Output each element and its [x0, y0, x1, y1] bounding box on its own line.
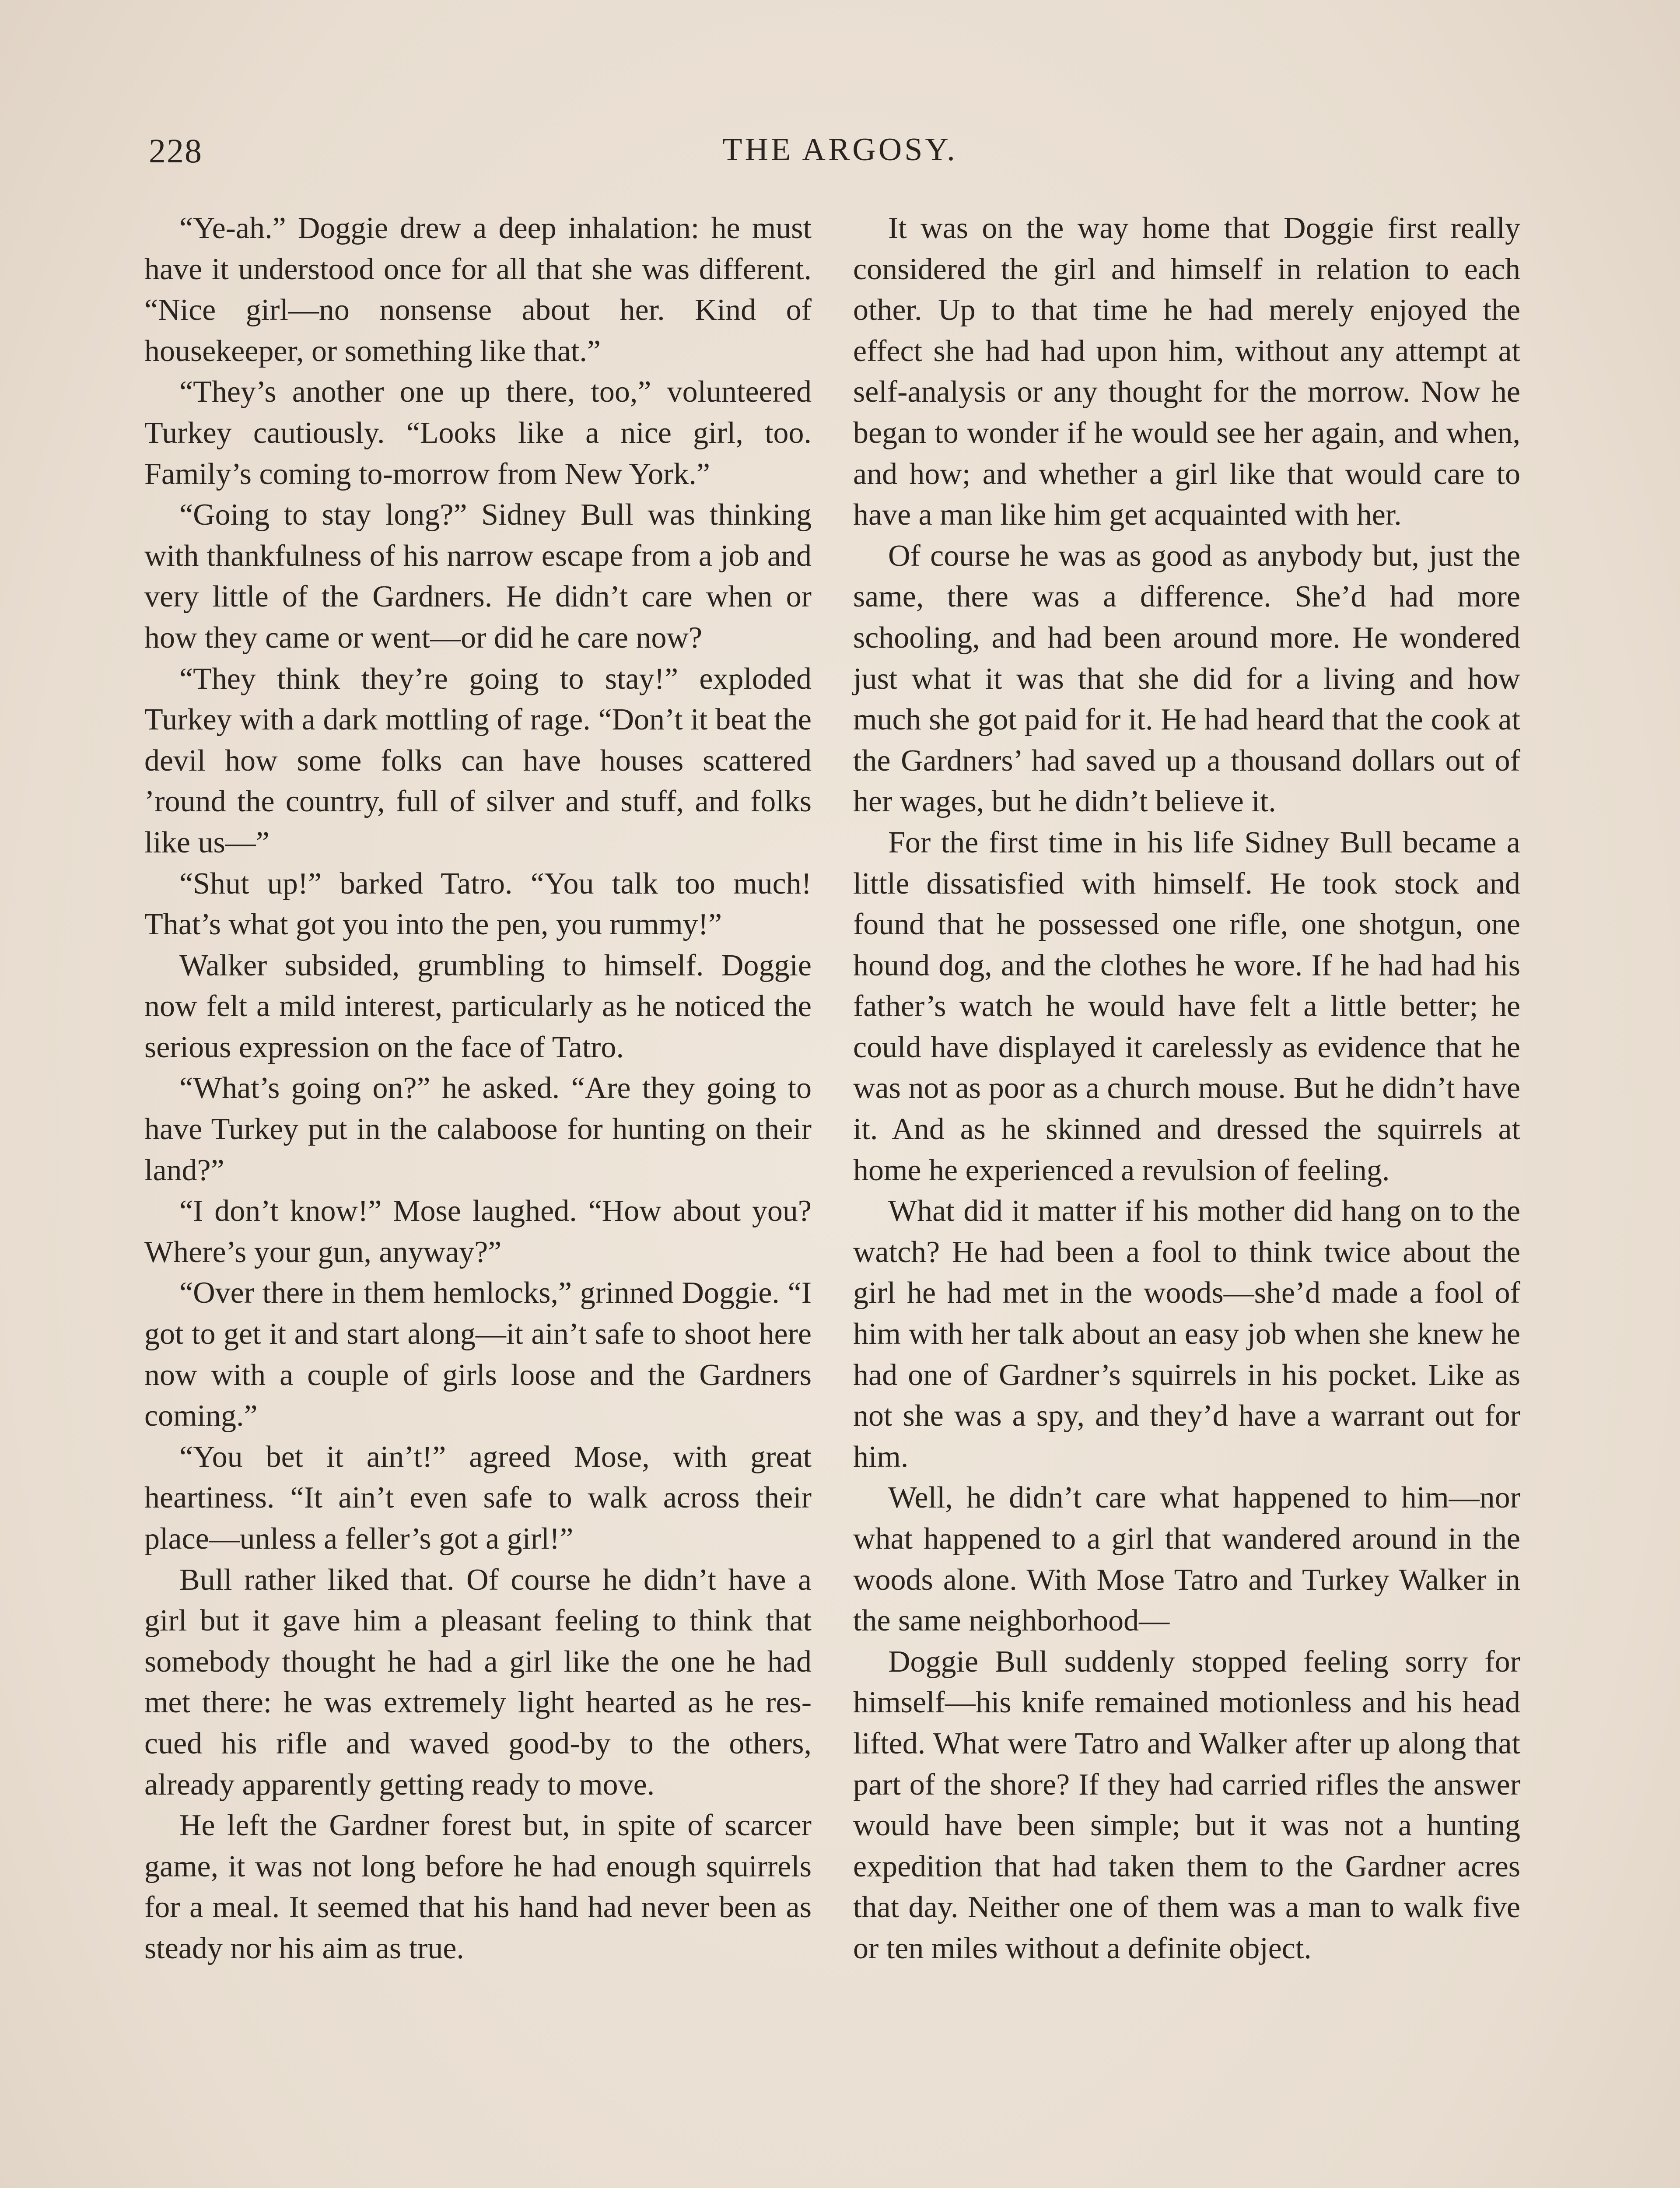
paragraph: What did it matter if his mother did hang on to the watch? He had been a fool to think twice about the girl he had met in the woods—she’d made a fool of him with her talk about an easy job when she knew he had one of Gardner’s squirrels in his pocket. Like as not she was a spy, and they’d have a warrant out for him. [853, 1194, 1520, 1474]
paragraph: Walker subsided, grumbling to himself. Doggie now felt a mild interest, particularly as he noticed the serious expression on the face of Tatro. [144, 948, 812, 1064]
paragraph: It was on the way home that Doggie first really considered the girl and himself in relation to each other. Up to that time he had merely enjoyed the effect she had had upon him, without any attempt at self-analysis or any thought for the morrow. Now he began to wonder if he would see her again, and when, and how; and whether a girl like that would care to have a man like him get acquainted with her. [853, 211, 1520, 532]
paragraph: Bull rather liked that. Of course he didn’t have a girl but it gave him a pleasant feeling to think that somebody thought he had a girl like the one he had met there: he was extremely light hearted as he rescued his rifle and waved good-by to the others, already apparently getting ready to move. [144, 1563, 812, 1802]
paragraph: “What’s going on?” he asked. “Are they going to have Turkey put in the calaboose for hunting on their land?” [144, 1071, 812, 1187]
paragraph: Of course he was as good as anybody but, just the same, there was a difference. She’d had more schooling, and had been around more. He wondered just what it was that she did for a living and how much she got paid for it. He had heard that the cook at the Gardners’ had saved up a thousand dollars out of her wages, but he didn’t believe it. [853, 539, 1520, 819]
paragraph: “Shut up!” barked Tatro. “You talk too much! That’s what got you into the pen, you rummy!” [144, 866, 812, 942]
paragraph: “Over there in them hemlocks,” grinned Doggie. “I got to get it and start along—it ain’t safe to shoot here now with a couple of girls loose and the Gardners coming.” [144, 1276, 812, 1433]
paragraph: “They think they’re going to stay!” exploded Turkey with a dark mottling of rage. “Don’t it beat the devil how some folks can have houses scattered ’round the country, full of silver and stuff, and folks like us—” [144, 662, 812, 859]
paragraph: Well, he didn’t care what happened to him—nor what happened to a girl that wandered around in the woods alone. With Mose Tatro and Turkey Walker in the same neighborhood— [853, 1481, 1520, 1638]
paragraph: Doggie Bull suddenly stopped feeling sorry for himself—his knife remained motionless and his head lifted. What were Tatro and Walker after up along that part of the shore? If they had carried rifles the answer would have been simple; but it was not a hunting expedition that had taken them to the Gardner acres that day. Neither one of them was a man to walk five or ten miles without a definite object. [853, 1645, 1520, 1965]
page-header [149, 131, 1531, 184]
page-number: 228 [149, 132, 203, 170]
paragraph: “They’s another one up there, too,” volunteered Turkey cautiously. “Looks like a nice girl, too. Family’s coming to-morrow from New York.” [144, 375, 812, 491]
paragraph: For the first time in his life Sidney Bull became a little dissatisfied with himself. He took stock and found that he possessed one rifle, one shotgun, one hound dog, and the clothes he wore. If he had had his father’s watch he would have felt a little better; he could have displayed it carelessly as evidence that he was not as poor as a church mouse. But he didn’t have it. And as he skinned and dressed the squirrels at home he experienced a revulsion of feeling. [853, 825, 1520, 1187]
paragraph: He left the Gardner forest but, in spite of scarcer game, it was not long before he had enough squirrels for a meal. It seemed that his hand had never been as steady nor his aim as true. [144, 1809, 812, 1965]
paragraph: “Going to stay long?” Sidney Bull was thinking with thankfulness of his narrow escape from a job and very little of the Gardners. He didn’t care when or how they came or went—or did he care now? [144, 498, 812, 655]
right-column [853, 208, 1520, 2188]
running-head: THE ARGOSY. [722, 132, 958, 168]
paragraph: “Ye-ah.” Doggie drew a deep inhalation: he must have it understood once for all that she was different. “Nice girl—no nonsense about her. Kind of housekeeper, or something like that.” [144, 211, 812, 368]
left-column [144, 208, 812, 2188]
paragraph: “I don’t know!” Mose laughed. “How about you? Where’s your gun, anyway?” [144, 1194, 812, 1269]
paragraph: “You bet it ain’t!” agreed Mose, with great heartiness. “It ain’t even safe to walk across their place—unless a feller’s got a girl!” [144, 1440, 812, 1556]
